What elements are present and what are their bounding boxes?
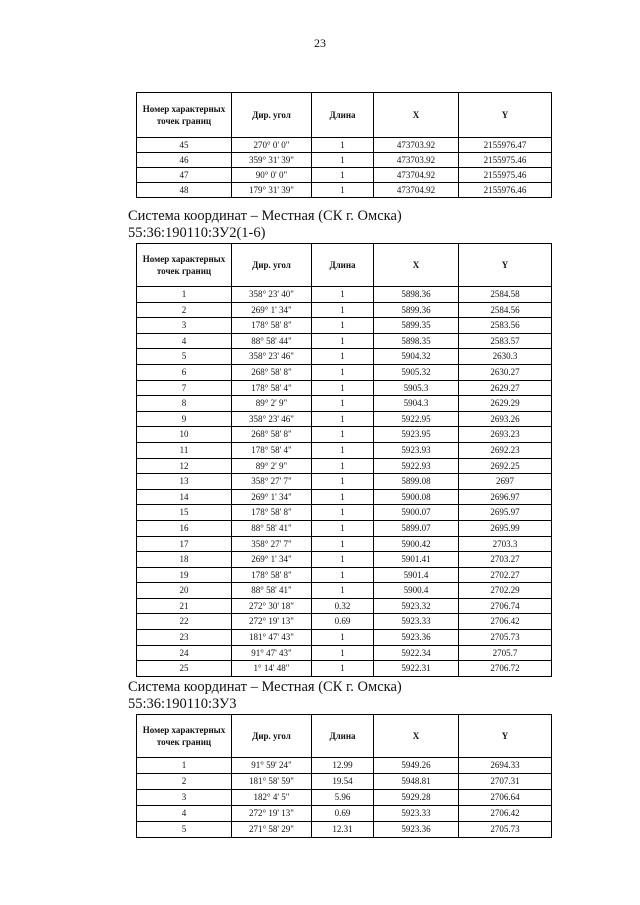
length-cell: 1 — [312, 333, 374, 349]
y-coordinate-cell: 2693.23 — [459, 427, 552, 443]
table-row — [137, 822, 552, 838]
direction-angle-cell: 358° 23' 46" — [232, 349, 312, 365]
length-cell: 1 — [312, 153, 374, 168]
table-row — [137, 645, 552, 661]
length-cell: 1 — [312, 536, 374, 552]
length-cell: 1 — [312, 168, 374, 183]
point-number-cell: 16 — [137, 520, 232, 536]
x-coordinate-cell: 473703.92 — [374, 153, 459, 168]
point-number-cell: 23 — [137, 630, 232, 646]
col-header-x: X — [374, 244, 459, 287]
x-coordinate-cell: 473704.92 — [374, 168, 459, 183]
y-coordinate-cell: 2583.56 — [459, 318, 552, 334]
length-cell: 1 — [312, 474, 374, 490]
col-header-y: Y — [459, 93, 552, 138]
table-row — [137, 333, 552, 349]
y-coordinate-cell: 2630.3 — [459, 349, 552, 365]
direction-angle-cell: 90° 0' 0" — [232, 168, 312, 183]
table-row — [137, 806, 552, 822]
direction-angle-cell: 272° 19' 13" — [232, 806, 312, 822]
table-row — [137, 183, 552, 198]
direction-angle-cell: 178° 58' 4" — [232, 380, 312, 396]
direction-angle-cell: 268° 58' 8" — [232, 364, 312, 380]
point-number-cell: 10 — [137, 427, 232, 443]
length-cell: 1 — [312, 380, 374, 396]
y-coordinate-cell: 2705.73 — [459, 822, 552, 838]
length-cell: 19.54 — [312, 774, 374, 790]
length-cell: 0.69 — [312, 806, 374, 822]
length-cell: 1 — [312, 411, 374, 427]
col-header-x: X — [374, 93, 459, 138]
point-number-cell: 8 — [137, 396, 232, 412]
x-coordinate-cell: 5898.35 — [374, 333, 459, 349]
table-row — [137, 536, 552, 552]
point-number-cell: 1 — [137, 287, 232, 303]
point-number-cell: 12 — [137, 458, 232, 474]
direction-angle-cell: 178° 58' 8" — [232, 318, 312, 334]
point-number-cell: 15 — [137, 505, 232, 521]
x-coordinate-cell: 5923.33 — [374, 614, 459, 630]
section-heading-zu3 — [128, 679, 402, 713]
length-cell: 1 — [312, 287, 374, 303]
direction-angle-cell: 178° 58' 8" — [232, 567, 312, 583]
point-number-cell: 21 — [137, 598, 232, 614]
point-number-cell: 24 — [137, 645, 232, 661]
y-coordinate-cell: 2706.42 — [459, 614, 552, 630]
col-header-length: Длина — [312, 93, 374, 138]
x-coordinate-cell: 5900.08 — [374, 489, 459, 505]
x-coordinate-cell: 5900.4 — [374, 583, 459, 599]
table-row — [137, 552, 552, 568]
x-coordinate-cell: 5929.28 — [374, 790, 459, 806]
length-cell: 1 — [312, 661, 374, 677]
col-header-point: Номер характерных точек границ — [137, 244, 232, 287]
direction-angle-cell: 182° 4' 5" — [232, 790, 312, 806]
x-coordinate-cell: 5923.36 — [374, 822, 459, 838]
direction-angle-cell: 179° 31' 39" — [232, 183, 312, 198]
y-coordinate-cell: 2705.7 — [459, 645, 552, 661]
direction-angle-cell: 272° 30' 18" — [232, 598, 312, 614]
table-row — [137, 153, 552, 168]
y-coordinate-cell: 2707.31 — [459, 774, 552, 790]
direction-angle-cell: 91° 59' 24" — [232, 758, 312, 774]
x-coordinate-cell: 5923.33 — [374, 806, 459, 822]
col-header-point: Номер характерных точек границ — [137, 715, 232, 758]
table-row — [137, 758, 552, 774]
col-header-y: Y — [459, 244, 552, 287]
direction-angle-cell: 88° 58' 41" — [232, 520, 312, 536]
point-number-cell: 17 — [137, 536, 232, 552]
point-number-cell: 9 — [137, 411, 232, 427]
y-coordinate-cell: 2706.42 — [459, 806, 552, 822]
x-coordinate-cell: 5922.31 — [374, 661, 459, 677]
x-coordinate-cell: 5899.35 — [374, 318, 459, 334]
y-coordinate-cell: 2155975.46 — [459, 153, 552, 168]
point-number-cell: 3 — [137, 790, 232, 806]
y-coordinate-cell: 2583.57 — [459, 333, 552, 349]
table-header-row — [137, 244, 552, 287]
table-row — [137, 411, 552, 427]
point-number-cell: 19 — [137, 567, 232, 583]
point-number-cell: 47 — [137, 168, 232, 183]
page-number: 23 — [314, 36, 326, 50]
direction-angle-cell: 358° 27' 7" — [232, 474, 312, 490]
point-number-cell: 7 — [137, 380, 232, 396]
x-coordinate-cell: 5904.3 — [374, 396, 459, 412]
direction-angle-cell: 358° 27' 7" — [232, 536, 312, 552]
length-cell: 1 — [312, 583, 374, 599]
coordinates-table-zu3 — [136, 714, 552, 838]
point-number-cell: 2 — [137, 302, 232, 318]
x-coordinate-cell: 5922.93 — [374, 458, 459, 474]
direction-angle-cell: 269° 1' 34" — [232, 552, 312, 568]
x-coordinate-cell: 473704.92 — [374, 183, 459, 198]
table-row — [137, 380, 552, 396]
y-coordinate-cell: 2703.3 — [459, 536, 552, 552]
y-coordinate-cell: 2695.99 — [459, 520, 552, 536]
table-row — [137, 302, 552, 318]
length-cell: 1 — [312, 302, 374, 318]
table-row — [137, 567, 552, 583]
length-cell: 5.96 — [312, 790, 374, 806]
parcel-number: 55:36:190110:ЗУ2(1-6) — [128, 225, 266, 241]
col-header-point: Номер характерных точек границ — [137, 93, 232, 138]
point-number-cell: 5 — [137, 349, 232, 365]
direction-angle-cell: 359° 31' 39" — [232, 153, 312, 168]
direction-angle-cell: 181° 47' 43" — [232, 630, 312, 646]
y-coordinate-cell: 2696.97 — [459, 489, 552, 505]
direction-angle-cell: 91° 47' 43" — [232, 645, 312, 661]
length-cell: 1 — [312, 183, 374, 198]
table-row — [137, 598, 552, 614]
x-coordinate-cell: 5922.34 — [374, 645, 459, 661]
direction-angle-cell: 88° 58' 44" — [232, 333, 312, 349]
direction-angle-cell: 270° 0' 0" — [232, 138, 312, 153]
table-row — [137, 458, 552, 474]
length-cell: 1 — [312, 645, 374, 661]
table-row — [137, 520, 552, 536]
direction-angle-cell: 358° 23' 40" — [232, 287, 312, 303]
direction-angle-cell: 1° 14' 48" — [232, 661, 312, 677]
x-coordinate-cell: 5905.3 — [374, 380, 459, 396]
table-row — [137, 442, 552, 458]
table-row — [137, 774, 552, 790]
length-cell: 0.69 — [312, 614, 374, 630]
point-number-cell: 14 — [137, 489, 232, 505]
point-number-cell: 1 — [137, 758, 232, 774]
x-coordinate-cell: 5899.08 — [374, 474, 459, 490]
direction-angle-cell: 178° 58' 4" — [232, 442, 312, 458]
x-coordinate-cell: 5923.36 — [374, 630, 459, 646]
point-number-cell: 4 — [137, 806, 232, 822]
table-row — [137, 614, 552, 630]
coordinates-table-1 — [136, 92, 552, 198]
length-cell: 1 — [312, 349, 374, 365]
length-cell: 1 — [312, 364, 374, 380]
length-cell: 1 — [312, 520, 374, 536]
point-number-cell: 13 — [137, 474, 232, 490]
table-row — [137, 505, 552, 521]
y-coordinate-cell: 2630.27 — [459, 364, 552, 380]
table-row — [137, 364, 552, 380]
y-coordinate-cell: 2703.27 — [459, 552, 552, 568]
x-coordinate-cell: 5949.26 — [374, 758, 459, 774]
table-row — [137, 138, 552, 153]
length-cell: 1 — [312, 567, 374, 583]
col-header-y: Y — [459, 715, 552, 758]
y-coordinate-cell: 2706.64 — [459, 790, 552, 806]
x-coordinate-cell: 5900.42 — [374, 536, 459, 552]
table-row — [137, 474, 552, 490]
col-header-x: X — [374, 715, 459, 758]
point-number-cell: 2 — [137, 774, 232, 790]
length-cell: 1 — [312, 489, 374, 505]
y-coordinate-cell: 2155976.46 — [459, 183, 552, 198]
point-number-cell: 5 — [137, 822, 232, 838]
y-coordinate-cell: 2155975.46 — [459, 168, 552, 183]
table-row — [137, 349, 552, 365]
length-cell: 12.31 — [312, 822, 374, 838]
y-coordinate-cell: 2706.72 — [459, 661, 552, 677]
y-coordinate-cell: 2629.29 — [459, 396, 552, 412]
length-cell: 1 — [312, 138, 374, 153]
length-cell: 1 — [312, 442, 374, 458]
col-header-angle: Дир. угол — [232, 244, 312, 287]
coordinates-table-zu2 — [136, 243, 552, 677]
direction-angle-cell: 272° 19' 13" — [232, 614, 312, 630]
coordinate-system-title: Система координат – Местная (СК г. Омска) — [128, 679, 402, 695]
point-number-cell: 4 — [137, 333, 232, 349]
x-coordinate-cell: 5901.4 — [374, 567, 459, 583]
point-number-cell: 25 — [137, 661, 232, 677]
y-coordinate-cell: 2693.26 — [459, 411, 552, 427]
x-coordinate-cell: 5900.07 — [374, 505, 459, 521]
length-cell: 1 — [312, 427, 374, 443]
direction-angle-cell: 271° 58' 29" — [232, 822, 312, 838]
length-cell: 12.99 — [312, 758, 374, 774]
y-coordinate-cell: 2692.23 — [459, 442, 552, 458]
col-header-angle: Дир. угол — [232, 715, 312, 758]
x-coordinate-cell: 5923.93 — [374, 442, 459, 458]
x-coordinate-cell: 5923.32 — [374, 598, 459, 614]
length-cell: 1 — [312, 318, 374, 334]
point-number-cell: 48 — [137, 183, 232, 198]
direction-angle-cell: 269° 1' 34" — [232, 489, 312, 505]
point-number-cell: 18 — [137, 552, 232, 568]
x-coordinate-cell: 473703.92 — [374, 138, 459, 153]
point-number-cell: 22 — [137, 614, 232, 630]
table-row — [137, 790, 552, 806]
table-row — [137, 168, 552, 183]
section-heading-zu2 — [128, 208, 402, 242]
y-coordinate-cell: 2702.27 — [459, 567, 552, 583]
point-number-cell: 3 — [137, 318, 232, 334]
point-number-cell: 6 — [137, 364, 232, 380]
direction-angle-cell: 181° 58' 59" — [232, 774, 312, 790]
y-coordinate-cell: 2692.25 — [459, 458, 552, 474]
table-header-row — [137, 715, 552, 758]
point-number-cell: 11 — [137, 442, 232, 458]
x-coordinate-cell: 5904.32 — [374, 349, 459, 365]
direction-angle-cell: 178° 58' 8" — [232, 505, 312, 521]
y-coordinate-cell: 2584.58 — [459, 287, 552, 303]
x-coordinate-cell: 5899.07 — [374, 520, 459, 536]
x-coordinate-cell: 5901.41 — [374, 552, 459, 568]
col-header-angle: Дир. угол — [232, 93, 312, 138]
x-coordinate-cell: 5922.95 — [374, 411, 459, 427]
length-cell: 1 — [312, 505, 374, 521]
length-cell: 1 — [312, 552, 374, 568]
table-row — [137, 396, 552, 412]
table-row — [137, 318, 552, 334]
x-coordinate-cell: 5899.36 — [374, 302, 459, 318]
length-cell: 1 — [312, 630, 374, 646]
table-row — [137, 287, 552, 303]
x-coordinate-cell: 5898.36 — [374, 287, 459, 303]
y-coordinate-cell: 2584.56 — [459, 302, 552, 318]
point-number-cell: 46 — [137, 153, 232, 168]
col-header-length: Длина — [312, 244, 374, 287]
parcel-number: 55:36:190110:ЗУ3 — [128, 696, 237, 712]
direction-angle-cell: 89° 2' 9" — [232, 396, 312, 412]
direction-angle-cell: 269° 1' 34" — [232, 302, 312, 318]
x-coordinate-cell: 5923.95 — [374, 427, 459, 443]
length-cell: 0.32 — [312, 598, 374, 614]
direction-angle-cell: 268° 58' 8" — [232, 427, 312, 443]
col-header-length: Длина — [312, 715, 374, 758]
direction-angle-cell: 88° 58' 41" — [232, 583, 312, 599]
direction-angle-cell: 89° 2' 9" — [232, 458, 312, 474]
y-coordinate-cell: 2629.27 — [459, 380, 552, 396]
y-coordinate-cell: 2697 — [459, 474, 552, 490]
point-number-cell: 45 — [137, 138, 232, 153]
table-row — [137, 427, 552, 443]
length-cell: 1 — [312, 458, 374, 474]
x-coordinate-cell: 5948.81 — [374, 774, 459, 790]
table-row — [137, 630, 552, 646]
y-coordinate-cell: 2155976.47 — [459, 138, 552, 153]
table-row — [137, 583, 552, 599]
table-row — [137, 489, 552, 505]
y-coordinate-cell: 2694.33 — [459, 758, 552, 774]
coordinate-system-title: Система координат – Местная (СК г. Омска) — [128, 208, 402, 224]
y-coordinate-cell: 2706.74 — [459, 598, 552, 614]
table-header-row — [137, 93, 552, 138]
point-number-cell: 20 — [137, 583, 232, 599]
x-coordinate-cell: 5905.32 — [374, 364, 459, 380]
y-coordinate-cell: 2695.97 — [459, 505, 552, 521]
y-coordinate-cell: 2705.73 — [459, 630, 552, 646]
length-cell: 1 — [312, 396, 374, 412]
y-coordinate-cell: 2702.29 — [459, 583, 552, 599]
direction-angle-cell: 358° 23' 46" — [232, 411, 312, 427]
table-row — [137, 661, 552, 677]
